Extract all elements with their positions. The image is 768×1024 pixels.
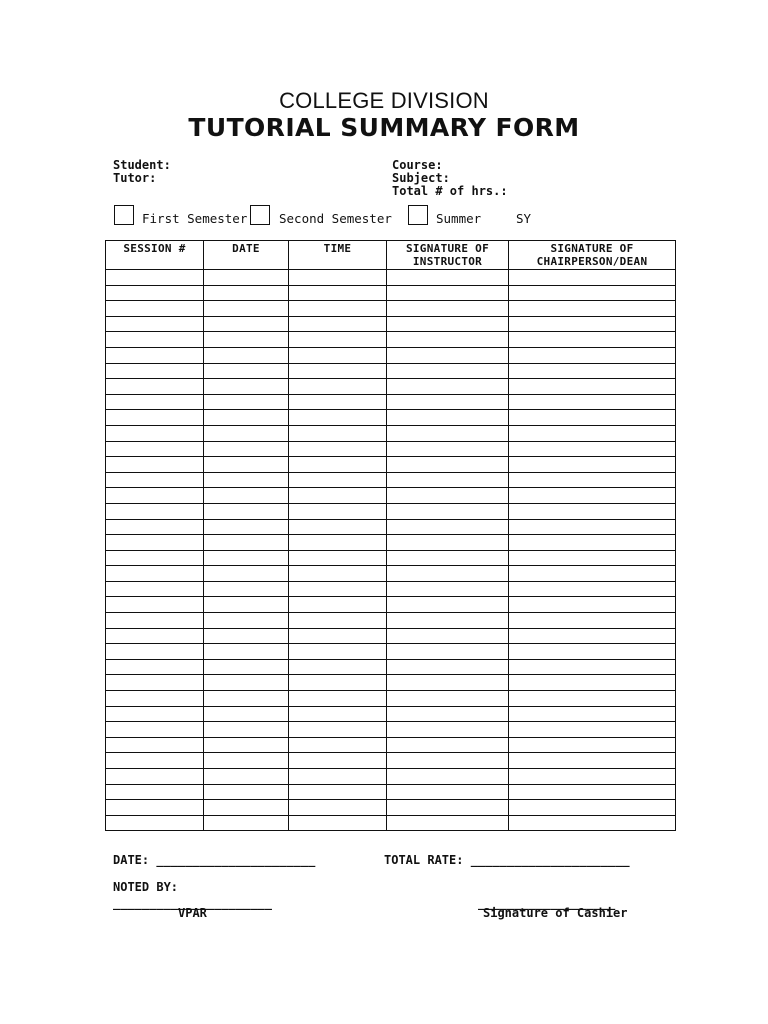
table-cell[interactable]: [289, 581, 387, 597]
table-cell[interactable]: [289, 722, 387, 738]
table-cell[interactable]: [509, 675, 676, 691]
table-cell[interactable]: [387, 441, 509, 457]
table-cell[interactable]: [106, 659, 204, 675]
table-row: [106, 519, 676, 535]
table-cell[interactable]: [509, 363, 676, 379]
table-cell[interactable]: [289, 644, 387, 660]
table-cell[interactable]: [509, 784, 676, 800]
table-cell[interactable]: [289, 753, 387, 769]
table-cell[interactable]: [289, 628, 387, 644]
table-cell[interactable]: [204, 410, 289, 426]
table-cell[interactable]: [106, 425, 204, 441]
table-cell[interactable]: [204, 441, 289, 457]
table-cell[interactable]: [509, 316, 676, 332]
table-cell[interactable]: [509, 472, 676, 488]
table-row: [106, 301, 676, 317]
table-cell[interactable]: [289, 347, 387, 363]
table-cell[interactable]: [106, 394, 204, 410]
table-cell[interactable]: [289, 441, 387, 457]
table-row: [106, 285, 676, 301]
table-cell[interactable]: [387, 410, 509, 426]
table-cell[interactable]: [387, 472, 509, 488]
column-header-time: TIME: [289, 241, 387, 270]
table-cell[interactable]: [106, 410, 204, 426]
table-cell[interactable]: [387, 784, 509, 800]
table-cell[interactable]: [204, 566, 289, 582]
table-cell[interactable]: [106, 503, 204, 519]
table-cell[interactable]: [204, 301, 289, 317]
table-cell[interactable]: [387, 815, 509, 831]
table-row: [106, 472, 676, 488]
table-cell[interactable]: [289, 659, 387, 675]
table-cell[interactable]: [289, 691, 387, 707]
table-cell[interactable]: [387, 488, 509, 504]
table-cell[interactable]: [106, 550, 204, 566]
table-cell[interactable]: [204, 285, 289, 301]
table-cell[interactable]: [387, 270, 509, 286]
table-cell[interactable]: [387, 675, 509, 691]
table-cell[interactable]: [106, 722, 204, 738]
table-cell[interactable]: [204, 597, 289, 613]
table-row: [106, 316, 676, 332]
table-cell[interactable]: [106, 441, 204, 457]
table-row: [106, 410, 676, 426]
table-row: [106, 441, 676, 457]
table-cell[interactable]: [289, 675, 387, 691]
table-cell[interactable]: [387, 519, 509, 535]
table-cell[interactable]: [387, 613, 509, 629]
table-cell[interactable]: [106, 285, 204, 301]
table-cell[interactable]: [204, 550, 289, 566]
table-cell[interactable]: [387, 316, 509, 332]
summer-label: Summer: [436, 211, 482, 226]
table-cell[interactable]: [509, 753, 676, 769]
table-cell[interactable]: [289, 285, 387, 301]
table-cell[interactable]: [509, 566, 676, 582]
table-cell[interactable]: [387, 737, 509, 753]
table-cell[interactable]: [387, 394, 509, 410]
table-cell[interactable]: [204, 332, 289, 348]
table-cell[interactable]: [204, 316, 289, 332]
table-cell[interactable]: [289, 769, 387, 785]
second-semester-checkbox[interactable]: [250, 205, 270, 225]
table-cell[interactable]: [387, 566, 509, 582]
table-cell[interactable]: [509, 301, 676, 317]
table-row: [106, 706, 676, 722]
date-line[interactable]: ______________________: [156, 853, 316, 867]
table-cell[interactable]: [106, 347, 204, 363]
vpar-signature-line[interactable]: ______________________: [113, 896, 272, 910]
date-label: DATE:: [113, 853, 150, 867]
table-cell[interactable]: [509, 597, 676, 613]
table-cell[interactable]: [204, 784, 289, 800]
table-row: [106, 753, 676, 769]
table-row: [106, 784, 676, 800]
table-cell[interactable]: [204, 519, 289, 535]
table-cell[interactable]: [387, 659, 509, 675]
table-cell[interactable]: [509, 425, 676, 441]
table-cell[interactable]: [387, 332, 509, 348]
table-cell[interactable]: [106, 472, 204, 488]
table-cell[interactable]: [289, 394, 387, 410]
summer-checkbox[interactable]: [408, 205, 428, 225]
form-title: TUTORIAL SUMMARY FORM: [188, 113, 580, 142]
table-cell[interactable]: [204, 722, 289, 738]
table-cell[interactable]: [387, 503, 509, 519]
table-row: [106, 628, 676, 644]
table-cell[interactable]: [509, 613, 676, 629]
table-row: [106, 503, 676, 519]
table-cell[interactable]: [106, 581, 204, 597]
table-cell[interactable]: [106, 270, 204, 286]
table-cell[interactable]: [387, 457, 509, 473]
table-row: [106, 566, 676, 582]
table-row: [106, 722, 676, 738]
table-cell[interactable]: [289, 270, 387, 286]
table-cell[interactable]: [204, 737, 289, 753]
table-cell[interactable]: [106, 691, 204, 707]
table-cell[interactable]: [509, 550, 676, 566]
table-cell[interactable]: [509, 722, 676, 738]
table-row: [106, 644, 676, 660]
column-header-date: DATE: [204, 241, 289, 270]
table-cell[interactable]: [106, 769, 204, 785]
table-cell[interactable]: [387, 644, 509, 660]
table-cell[interactable]: [289, 472, 387, 488]
table-row: [106, 457, 676, 473]
table-cell[interactable]: [387, 347, 509, 363]
table-cell[interactable]: [204, 503, 289, 519]
table-cell[interactable]: [106, 675, 204, 691]
table-cell[interactable]: [106, 488, 204, 504]
table-cell[interactable]: [106, 535, 204, 551]
table-cell[interactable]: [509, 706, 676, 722]
table-row: [106, 800, 676, 816]
table-cell[interactable]: [509, 410, 676, 426]
table-cell[interactable]: [204, 535, 289, 551]
table-row: [106, 737, 676, 753]
table-cell[interactable]: [289, 613, 387, 629]
table-cell[interactable]: [106, 363, 204, 379]
table-cell[interactable]: [289, 379, 387, 395]
table-cell[interactable]: [204, 394, 289, 410]
table-cell[interactable]: [289, 815, 387, 831]
table-cell[interactable]: [289, 363, 387, 379]
table-cell[interactable]: [509, 581, 676, 597]
noted-by-label: NOTED BY:: [113, 880, 179, 894]
table-row: [106, 347, 676, 363]
table-cell[interactable]: [204, 815, 289, 831]
table-cell[interactable]: [204, 706, 289, 722]
table-cell[interactable]: [106, 316, 204, 332]
school-year-label: SY: [516, 211, 532, 226]
table-cell[interactable]: [387, 363, 509, 379]
table-cell[interactable]: [509, 285, 676, 301]
table-cell[interactable]: [106, 519, 204, 535]
student-label: Student:: [113, 158, 171, 172]
table-cell[interactable]: [289, 706, 387, 722]
table-cell[interactable]: [106, 800, 204, 816]
table-cell[interactable]: [289, 550, 387, 566]
table-row: [106, 332, 676, 348]
table-row: [106, 425, 676, 441]
division-title: COLLEGE DIVISION: [279, 88, 489, 113]
table-cell[interactable]: [289, 519, 387, 535]
table-cell[interactable]: [509, 270, 676, 286]
table-cell[interactable]: [387, 550, 509, 566]
table-cell[interactable]: [204, 425, 289, 441]
column-header-session: SESSION #: [106, 241, 204, 270]
total-rate-label: TOTAL RATE:: [384, 853, 464, 867]
table-cell[interactable]: [509, 800, 676, 816]
table-cell[interactable]: [106, 379, 204, 395]
table-cell[interactable]: [106, 628, 204, 644]
table-row: [106, 769, 676, 785]
table-cell[interactable]: [204, 691, 289, 707]
table-cell[interactable]: [204, 379, 289, 395]
table-cell[interactable]: [509, 815, 676, 831]
table-cell[interactable]: [204, 628, 289, 644]
total-rate-line[interactable]: ______________________: [470, 853, 630, 867]
table-cell[interactable]: [106, 706, 204, 722]
table-cell[interactable]: [387, 379, 509, 395]
table-cell[interactable]: [387, 285, 509, 301]
table-cell[interactable]: [509, 503, 676, 519]
table-cell[interactable]: [387, 800, 509, 816]
total-rate-field: [384, 853, 630, 867]
table-cell[interactable]: [509, 691, 676, 707]
table-cell[interactable]: [106, 613, 204, 629]
table-cell[interactable]: [204, 675, 289, 691]
table-body: [106, 270, 676, 831]
table-cell[interactable]: [106, 301, 204, 317]
table-cell[interactable]: [204, 659, 289, 675]
table-cell[interactable]: [509, 457, 676, 473]
table-cell[interactable]: [509, 535, 676, 551]
table-cell[interactable]: [387, 722, 509, 738]
table-cell[interactable]: [509, 379, 676, 395]
table-cell[interactable]: [387, 301, 509, 317]
table-cell[interactable]: [289, 488, 387, 504]
table-cell[interactable]: [204, 644, 289, 660]
table-cell[interactable]: [106, 457, 204, 473]
table-cell[interactable]: [204, 769, 289, 785]
table-cell[interactable]: [289, 503, 387, 519]
cashier-signature-label: Signature of Cashier: [483, 906, 628, 920]
table-cell[interactable]: [289, 425, 387, 441]
table-cell[interactable]: [387, 753, 509, 769]
table-cell[interactable]: [106, 332, 204, 348]
table-header-row: [106, 241, 676, 270]
table-cell[interactable]: [106, 566, 204, 582]
column-header-instructor-signature: SIGNATURE OF INSTRUCTOR: [387, 241, 509, 270]
table-cell[interactable]: [204, 363, 289, 379]
table-row: [106, 488, 676, 504]
table-cell[interactable]: [204, 472, 289, 488]
first-semester-checkbox[interactable]: [114, 205, 134, 225]
table-cell[interactable]: [387, 769, 509, 785]
table-row: [106, 535, 676, 551]
table-row: [106, 363, 676, 379]
table-cell[interactable]: [289, 332, 387, 348]
table-cell[interactable]: [106, 597, 204, 613]
table-cell[interactable]: [289, 301, 387, 317]
table-cell[interactable]: [204, 581, 289, 597]
table-row: [106, 815, 676, 831]
table-cell[interactable]: [387, 425, 509, 441]
table-cell[interactable]: [509, 332, 676, 348]
table-cell[interactable]: [387, 597, 509, 613]
table-cell[interactable]: [106, 753, 204, 769]
table-cell[interactable]: [289, 410, 387, 426]
table-cell[interactable]: [204, 753, 289, 769]
table-cell[interactable]: [509, 659, 676, 675]
table-cell[interactable]: [509, 394, 676, 410]
table-cell[interactable]: [509, 628, 676, 644]
table-row: [106, 270, 676, 286]
table-row: [106, 379, 676, 395]
table-cell[interactable]: [289, 737, 387, 753]
table-cell[interactable]: [204, 488, 289, 504]
table-cell[interactable]: [204, 270, 289, 286]
table-cell[interactable]: [289, 316, 387, 332]
table-cell[interactable]: [509, 737, 676, 753]
date-field: [113, 853, 315, 867]
table-cell[interactable]: [509, 519, 676, 535]
table-row: [106, 597, 676, 613]
table-cell[interactable]: [106, 737, 204, 753]
table-row: [106, 691, 676, 707]
table-cell[interactable]: [204, 800, 289, 816]
course-label: Course:: [392, 158, 443, 172]
subject-label: Subject:: [392, 171, 450, 185]
table-cell[interactable]: [509, 488, 676, 504]
table-cell[interactable]: [387, 706, 509, 722]
cashier-signature-line[interactable]: ___________________: [478, 896, 616, 910]
total-hours-label: Total # of hrs.:: [392, 184, 508, 198]
table-cell[interactable]: [289, 457, 387, 473]
table-row: [106, 550, 676, 566]
table-row: [106, 675, 676, 691]
table-cell[interactable]: [509, 769, 676, 785]
table-cell[interactable]: [387, 628, 509, 644]
table-cell[interactable]: [204, 613, 289, 629]
table-row: [106, 581, 676, 597]
table-cell[interactable]: [387, 535, 509, 551]
table-row: [106, 659, 676, 675]
first-semester-label: First Semester: [142, 211, 248, 226]
table-cell[interactable]: [289, 597, 387, 613]
second-semester-label: Second Semester: [279, 211, 392, 226]
table-cell[interactable]: [289, 535, 387, 551]
table-cell[interactable]: [289, 566, 387, 582]
vpar-label: VPAR: [178, 906, 207, 920]
table-cell[interactable]: [387, 581, 509, 597]
table-row: [106, 613, 676, 629]
table-cell[interactable]: [106, 784, 204, 800]
table-cell[interactable]: [289, 800, 387, 816]
table-cell[interactable]: [509, 441, 676, 457]
table-cell[interactable]: [387, 691, 509, 707]
tutor-label: Tutor:: [113, 171, 157, 185]
table-cell[interactable]: [204, 457, 289, 473]
table-cell[interactable]: [509, 347, 676, 363]
table-cell[interactable]: [106, 644, 204, 660]
column-header-dean-signature: SIGNATURE OF CHAIRPERSON/DEAN: [509, 241, 676, 270]
table-cell[interactable]: [509, 644, 676, 660]
tutorial-sessions-table: [105, 240, 676, 831]
table-cell[interactable]: [204, 347, 289, 363]
table-cell[interactable]: [289, 784, 387, 800]
table-row: [106, 394, 676, 410]
table-cell[interactable]: [106, 815, 204, 831]
